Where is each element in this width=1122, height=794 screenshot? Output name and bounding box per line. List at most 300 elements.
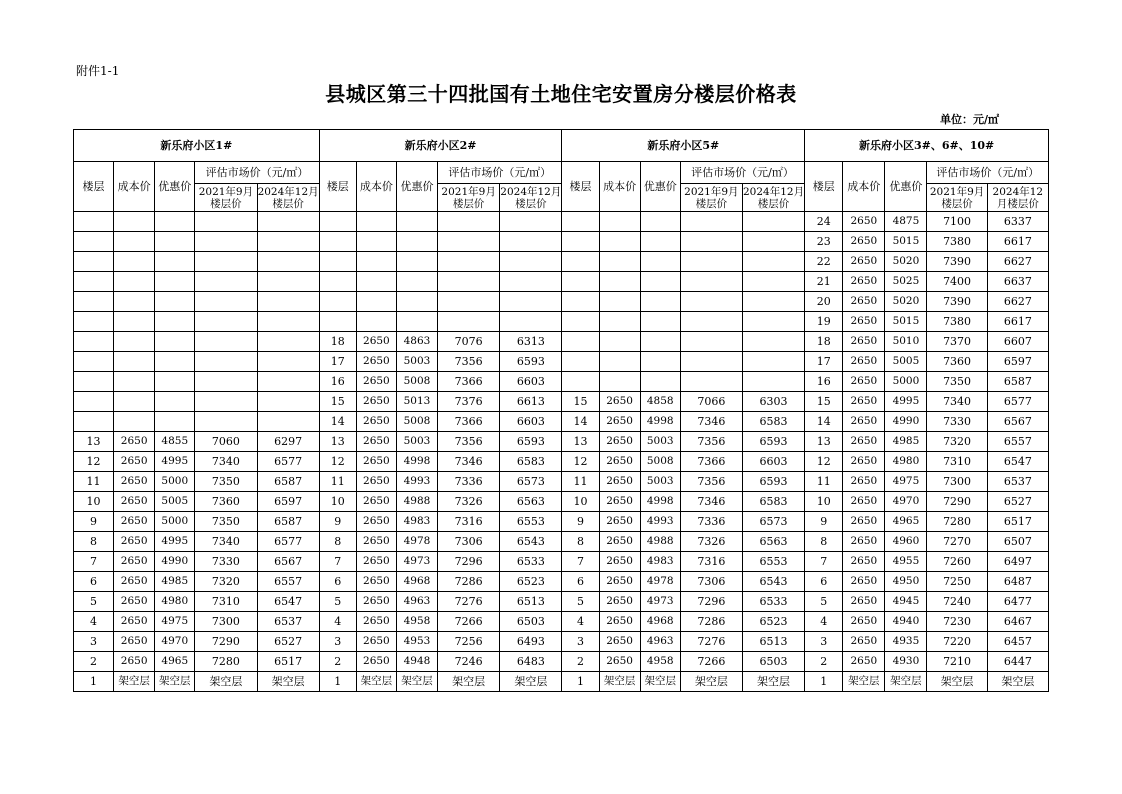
cost-cell: 2650 [356,392,396,412]
discount-cell: 4930 [885,652,927,672]
floor-cell: 23 [805,232,843,252]
discount-cell: 5003 [640,472,680,492]
cost-cell [599,272,640,292]
floor-cell [562,332,599,352]
floor-cell: 5 [74,592,114,612]
price-2024-cell [257,212,319,232]
discount-cell: 4973 [640,592,680,612]
floor-cell: 7 [319,552,356,572]
cost-cell: 2650 [843,552,885,572]
floor-cell: 11 [562,472,599,492]
discount-cell: 4963 [640,632,680,652]
estate-name-2: 新乐府小区2# [319,130,562,162]
floor-cell: 9 [74,512,114,532]
discount-header: 优惠价 [396,162,437,212]
price-2021-cell [195,352,257,372]
discount-cell: 5025 [885,272,927,292]
floor-cell: 12 [562,452,599,472]
discount-cell: 架空层 [885,672,927,692]
table-row [74,292,1049,312]
price-2021-cell [438,312,500,332]
cost-cell [599,232,640,252]
floor-cell: 12 [319,452,356,472]
discount-cell: 4875 [885,212,927,232]
price-2024-cell: 架空层 [987,672,1048,692]
floor-cell: 13 [319,432,356,452]
floor-cell: 5 [562,592,599,612]
price-2021-cell [195,252,257,272]
floor-cell [319,212,356,232]
price-2021-cell: 7100 [927,212,987,232]
price-2024-cell: 架空层 [257,672,319,692]
price-2021-cell: 7370 [927,332,987,352]
price-2024-cell: 6547 [257,592,319,612]
price-2021-cell: 7296 [680,592,742,612]
price-2021-cell: 7306 [438,532,500,552]
cost-header: 成本价 [356,162,396,212]
discount-cell [640,372,680,392]
price-2024-cell [742,232,804,252]
discount-cell: 4940 [885,612,927,632]
discount-cell [396,252,437,272]
price-2024-cell: 6517 [987,512,1048,532]
discount-cell: 4985 [885,432,927,452]
discount-cell [155,312,195,332]
price-2024-cell: 6523 [742,612,804,632]
discount-cell: 5008 [396,412,437,432]
price-2021-cell [438,212,500,232]
cost-cell: 2650 [843,392,885,412]
cost-cell: 2650 [356,412,396,432]
price-2024-cell: 6617 [987,312,1048,332]
price-2024-cell: 6587 [257,512,319,532]
cost-cell [114,252,155,272]
discount-cell: 5000 [885,372,927,392]
price-2024-cell: 架空层 [742,672,804,692]
floor-cell: 7 [805,552,843,572]
floor-cell: 9 [319,512,356,532]
cost-cell: 2650 [599,552,640,572]
floor-cell: 16 [319,372,356,392]
price-2021-cell: 7366 [680,452,742,472]
floor-cell [319,292,356,312]
discount-cell: 5015 [885,312,927,332]
cost-cell [599,352,640,372]
cost-cell [356,312,396,332]
cost-cell [356,232,396,252]
cost-cell: 2650 [356,612,396,632]
floor-cell: 3 [319,632,356,652]
cost-cell: 2650 [599,632,640,652]
price-2024-cell: 6567 [257,552,319,572]
discount-cell: 4965 [155,652,195,672]
cost-cell: 2650 [843,472,885,492]
price-2024-cell: 6553 [500,512,562,532]
floor-cell [74,372,114,392]
cost-cell [114,412,155,432]
price-2021-cell: 架空层 [438,672,500,692]
discount-cell: 架空层 [640,672,680,692]
price-2024-cell: 6313 [500,332,562,352]
price-2024-cell [742,252,804,272]
cost-cell: 2650 [599,612,640,632]
price-2024-cell: 6553 [742,552,804,572]
cost-header: 成本价 [843,162,885,212]
price-2021-cell: 7280 [195,652,257,672]
cost-cell: 2650 [356,512,396,532]
floor-cell: 14 [562,412,599,432]
discount-cell: 4990 [885,412,927,432]
cost-cell: 2650 [599,452,640,472]
floor-cell: 20 [805,292,843,312]
table-row [74,652,1049,672]
price-2024-cell: 6537 [987,472,1048,492]
price-2021-cell [195,312,257,332]
price-2024-cell [500,272,562,292]
discount-cell: 4968 [396,572,437,592]
price-2021-cell [195,212,257,232]
discount-cell [396,212,437,232]
table-row [74,372,1049,392]
cost-cell: 2650 [356,632,396,652]
floor-cell: 11 [319,472,356,492]
discount-cell: 4998 [396,452,437,472]
price-2024-cell: 6613 [500,392,562,412]
discount-cell [396,292,437,312]
floor-cell: 1 [319,672,356,692]
price-2021-cell: 7346 [438,452,500,472]
table-row [74,212,1049,232]
cost-cell [356,272,396,292]
discount-cell: 4960 [885,532,927,552]
price-2024-cell: 6337 [987,212,1048,232]
discount-cell: 4985 [155,572,195,592]
floor-cell: 11 [805,472,843,492]
discount-cell: 4995 [155,452,195,472]
price-2021-cell: 7290 [927,492,987,512]
cost-cell: 2650 [599,592,640,612]
floor-cell: 7 [74,552,114,572]
floor-cell: 4 [805,612,843,632]
price-2024-cell [742,352,804,372]
cost-cell: 2650 [843,572,885,592]
cost-cell: 2650 [356,452,396,472]
cost-cell: 2650 [599,412,640,432]
discount-cell: 4980 [885,452,927,472]
floor-cell: 5 [319,592,356,612]
price-2021-cell [195,332,257,352]
price-2024-cell: 架空层 [500,672,562,692]
discount-cell: 4955 [885,552,927,572]
price-2021-header: 2021年9月楼层价 [438,184,500,212]
attachment-label: 附件1-1 [76,64,120,78]
cost-cell: 2650 [843,272,885,292]
discount-cell: 4998 [640,492,680,512]
floor-cell: 4 [74,612,114,632]
cost-cell [114,392,155,412]
cost-cell [356,212,396,232]
price-2024-cell: 6533 [742,592,804,612]
price-2021-cell: 7246 [438,652,500,672]
cost-cell: 2650 [114,612,155,632]
discount-cell [640,232,680,252]
price-2024-cell: 6457 [987,632,1048,652]
price-2021-cell: 7296 [438,552,500,572]
floor-cell: 18 [319,332,356,352]
discount-cell: 4988 [396,492,437,512]
cost-cell: 2650 [114,552,155,572]
cost-cell: 2650 [356,432,396,452]
price-2021-cell: 7336 [680,512,742,532]
price-2024-cell: 6527 [987,492,1048,512]
price-2021-cell [195,392,257,412]
discount-cell: 4970 [885,492,927,512]
table-row [74,392,1049,412]
price-2021-cell: 7316 [438,512,500,532]
floor-cell: 3 [562,632,599,652]
cost-cell [356,252,396,272]
floor-cell [562,312,599,332]
price-2024-cell: 6297 [257,432,319,452]
price-2024-cell: 6543 [500,532,562,552]
price-2024-cell: 6627 [987,252,1048,272]
price-2024-cell: 6507 [987,532,1048,552]
cost-cell: 2650 [843,232,885,252]
floor-cell [562,272,599,292]
discount-cell [640,272,680,292]
market-header: 评估市场价（元/㎡） [195,162,319,184]
price-2021-cell: 架空层 [680,672,742,692]
floor-cell: 21 [805,272,843,292]
cost-header: 成本价 [114,162,155,212]
price-2021-cell: 7306 [680,572,742,592]
price-2021-cell: 7340 [927,392,987,412]
price-2021-cell: 7346 [680,492,742,512]
floor-cell: 13 [805,432,843,452]
price-2021-cell: 7356 [438,432,500,452]
price-2024-cell: 6587 [257,472,319,492]
cost-cell: 架空层 [114,672,155,692]
floor-header: 楼层 [74,162,114,212]
price-2021-cell [680,272,742,292]
table-row [74,592,1049,612]
table-body [74,212,1049,692]
market-header: 评估市场价（元/㎡） [680,162,804,184]
estate-name-5: 新乐府小区5# [562,130,805,162]
price-2021-cell: 7270 [927,532,987,552]
cost-cell: 2650 [599,512,640,532]
discount-cell: 4975 [885,472,927,492]
price-2021-cell: 7300 [927,472,987,492]
floor-cell: 2 [805,652,843,672]
price-2024-cell: 6593 [742,472,804,492]
cost-cell: 2650 [599,532,640,552]
floor-cell: 24 [805,212,843,232]
price-2024-cell: 6603 [742,452,804,472]
floor-cell: 13 [74,432,114,452]
price-2024-cell [257,312,319,332]
price-2021-cell: 7336 [438,472,500,492]
price-2024-header: 2024年12月楼层价 [257,185,319,210]
cost-cell [599,372,640,392]
cost-cell: 2650 [843,332,885,352]
price-2024-cell [742,312,804,332]
price-2024-cell [257,232,319,252]
price-2021-cell: 7330 [927,412,987,432]
cost-cell [599,332,640,352]
discount-cell: 4945 [885,592,927,612]
cost-cell: 2650 [114,492,155,512]
price-2021-header: 2021年9月楼层价 [195,184,257,212]
price-2024-cell: 6563 [742,532,804,552]
cost-cell: 2650 [356,552,396,572]
table-row [74,232,1049,252]
discount-cell [155,212,195,232]
price-2021-cell: 7316 [680,552,742,572]
floor-cell: 8 [319,532,356,552]
cost-cell: 架空层 [356,672,396,692]
price-2021-cell [680,332,742,352]
price-2024-cell: 6477 [987,592,1048,612]
price-2024-cell: 6593 [500,352,562,372]
price-2024-cell: 6547 [987,452,1048,472]
price-2021-cell: 架空层 [195,672,257,692]
price-2024-cell: 6567 [987,412,1048,432]
floor-cell: 4 [562,612,599,632]
floor-cell: 16 [805,372,843,392]
floor-cell: 14 [805,412,843,432]
cost-cell: 2650 [599,652,640,672]
price-2024-cell: 6577 [987,392,1048,412]
price-2021-cell: 7350 [927,372,987,392]
price-2021-cell [195,372,257,392]
price-2024-cell: 6503 [742,652,804,672]
cost-header: 成本价 [599,162,640,212]
cost-cell: 2650 [599,432,640,452]
discount-cell: 5005 [155,492,195,512]
price-2021-cell [438,292,500,312]
price-2024-cell: 6517 [257,652,319,672]
cost-cell: 2650 [843,532,885,552]
price-2021-cell: 7360 [195,492,257,512]
price-2021-cell: 7400 [927,272,987,292]
discount-cell [640,332,680,352]
price-2021-cell: 7210 [927,652,987,672]
discount-cell: 4980 [155,592,195,612]
table-row [74,312,1049,332]
table-row [74,512,1049,532]
floor-cell [319,232,356,252]
price-2021-cell [680,232,742,252]
price-2024-cell: 6523 [500,572,562,592]
floor-cell: 22 [805,252,843,272]
floor-cell [74,392,114,412]
price-2024-cell [500,252,562,272]
price-2021-cell [195,412,257,432]
cost-cell [114,372,155,392]
price-2021-cell: 7310 [927,452,987,472]
cost-cell: 2650 [843,412,885,432]
floor-cell [562,252,599,272]
cost-cell: 2650 [356,572,396,592]
price-2024-cell: 6447 [987,652,1048,672]
floor-cell [74,412,114,432]
floor-cell [562,212,599,232]
cost-cell: 2650 [114,472,155,492]
floor-cell [74,252,114,272]
discount-cell: 4975 [155,612,195,632]
estate-header-row [74,130,1049,162]
discount-cell [640,352,680,372]
discount-cell: 5003 [640,432,680,452]
price-2021-cell: 7286 [438,572,500,592]
discount-cell: 5008 [396,372,437,392]
price-2024-cell: 6513 [742,632,804,652]
table-row [74,272,1049,292]
price-2024-cell [742,272,804,292]
discount-cell: 4958 [396,612,437,632]
cost-cell: 2650 [843,352,885,372]
cost-cell: 2650 [843,592,885,612]
cost-cell: 2650 [843,252,885,272]
floor-cell: 15 [319,392,356,412]
discount-cell: 4998 [640,412,680,432]
price-2021-cell: 7286 [680,612,742,632]
price-2021-cell: 7220 [927,632,987,652]
discount-cell: 5000 [155,472,195,492]
cost-cell [114,232,155,252]
floor-cell: 17 [319,352,356,372]
cost-cell: 2650 [114,632,155,652]
floor-cell: 5 [805,592,843,612]
table-row [74,252,1049,272]
price-2021-cell: 7366 [438,372,500,392]
discount-cell: 5000 [155,512,195,532]
price-2021-cell [195,272,257,292]
price-2024-cell: 6483 [500,652,562,672]
discount-cell: 5003 [396,352,437,372]
cost-cell: 2650 [843,292,885,312]
cost-cell [114,352,155,372]
estate-name-1: 新乐府小区1# [74,130,320,162]
discount-cell [640,292,680,312]
price-2021-cell: 7066 [680,392,742,412]
discount-cell: 4965 [885,512,927,532]
discount-cell: 4970 [155,632,195,652]
floor-cell: 6 [74,572,114,592]
cost-cell: 2650 [599,492,640,512]
floor-cell [319,252,356,272]
price-2021-cell: 7256 [438,632,500,652]
discount-cell [155,232,195,252]
price-2021-cell: 7380 [927,232,987,252]
floor-cell: 17 [805,352,843,372]
price-2024-cell: 6627 [987,292,1048,312]
discount-cell [155,352,195,372]
price-2024-cell: 6637 [987,272,1048,292]
price-2024-cell: 6617 [987,232,1048,252]
floor-cell: 8 [805,532,843,552]
price-2024-cell: 6543 [742,572,804,592]
price-2021-cell [195,232,257,252]
discount-cell [155,392,195,412]
floor-cell: 9 [562,512,599,532]
cost-cell: 2650 [114,432,155,452]
cost-cell [599,212,640,232]
price-2024-cell: 6603 [500,372,562,392]
cost-cell: 2650 [114,652,155,672]
cost-cell [599,312,640,332]
